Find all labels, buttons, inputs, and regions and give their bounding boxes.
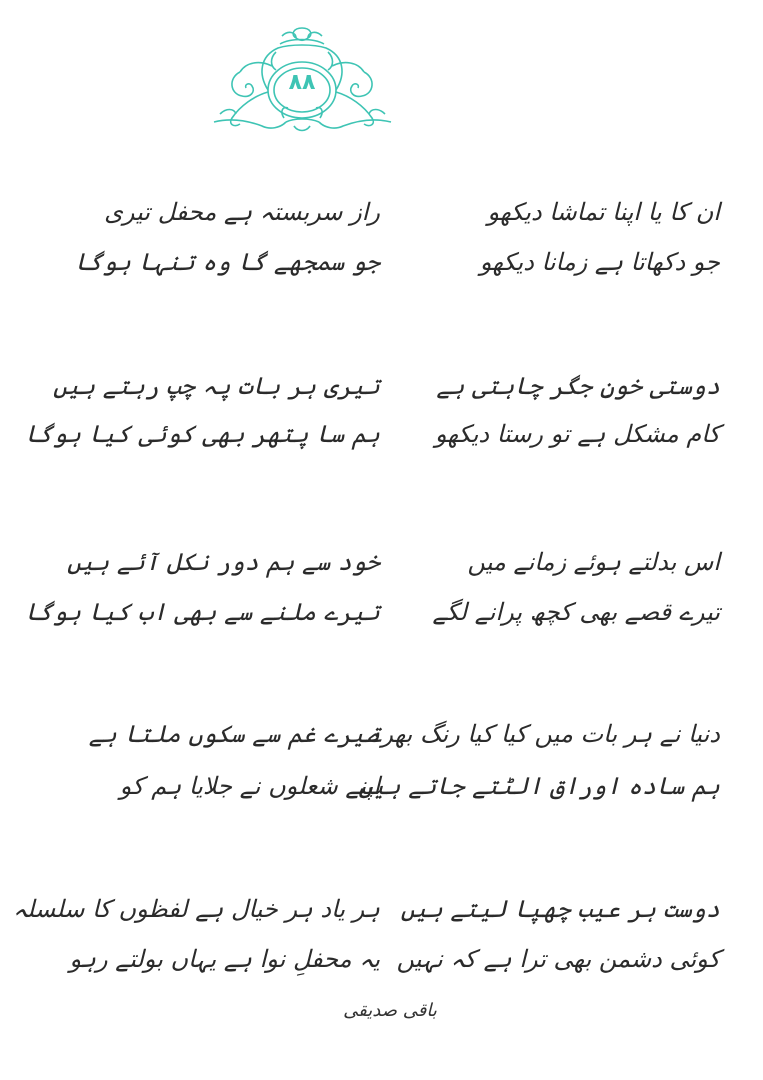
verse-line	[50, 372, 720, 412]
verse-line	[50, 772, 720, 812]
hemistich-left: راز سربستہ ہے محفل تیری	[104, 198, 380, 226]
page-number: ٨٨	[288, 70, 316, 95]
hemistich-right: کام مشکل ہے تو رستا دیکھو	[435, 420, 720, 448]
verse-line	[50, 198, 720, 238]
hemistich-right: جو دکھاتا ہے زمانا دیکھو	[479, 248, 720, 276]
hemistich-right: دوستی خونِ جگر چاہتی ہے	[436, 372, 720, 400]
hemistich-left: ہم سا پتھر بھی کوئی کیا ہوگا	[24, 420, 380, 448]
verse-line	[12, 895, 720, 935]
verse-line	[50, 248, 720, 288]
hemistich-left: تیرے غم سے سکوں ملتا ہے	[88, 720, 380, 748]
poet-signature: باقی صدیقی	[343, 1000, 437, 1021]
hemistich-left: اپنے شعلوں نے جلایا ہم کو	[119, 772, 380, 800]
hemistich-right: تیرے قصے بھی کچھ پرانے لگے	[432, 598, 720, 626]
hemistich-left: تیرے ملنے سے بھی اب کیا ہوگا	[24, 598, 380, 626]
hemistich-left: جو سمجھے گا وہ تنہا ہوگا	[74, 248, 380, 276]
verse-line	[50, 945, 720, 985]
verse-line	[24, 598, 720, 638]
hemistich-right: دنیا نے ہر بات میں کیا کیا رنگ بھرے	[367, 720, 720, 748]
hemistich-left: خود سے ہم دور نکل آئے ہیں	[67, 548, 380, 576]
hemistich-right: دوست ہر عیب چھپا لیتے ہیں	[400, 895, 720, 923]
verse-line	[50, 720, 720, 760]
verse-line	[24, 420, 720, 460]
hemistich-left: ہر یاد ہر خیال ہے لفظوں کا سلسلہ	[12, 895, 380, 923]
hemistich-left: یہ محفلِ نوا ہے یہاں بولتے رہو	[69, 945, 380, 973]
hemistich-right: کوئی دشمن بھی ترا ہے کہ نہیں	[396, 945, 720, 973]
hemistich-left: تیری ہر بات پہ چپ رہتے ہیں	[52, 372, 380, 400]
verse-line	[50, 548, 720, 588]
hemistich-right: اس بدلتے ہوئے زمانے میں	[467, 548, 720, 576]
hemistich-right: ہم سادہ اوراق الٹتے جاتے ہیں	[358, 772, 720, 800]
hemistich-right: ان کا یا اپنا تماشا دیکھو	[487, 198, 720, 226]
